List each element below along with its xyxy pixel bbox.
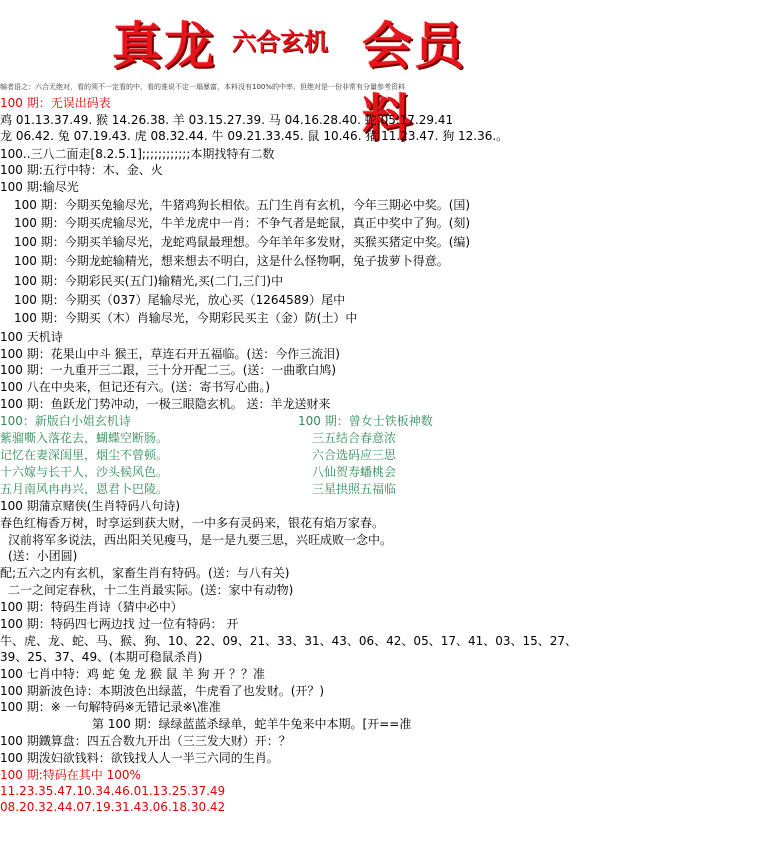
line-28: 100 七肖中特：鸡 蛇 兔 龙 猴 鼠 羊 狗 开 ？？准 [0, 667, 266, 681]
line-5: 100 期:输尽光 [0, 180, 79, 194]
line-8: 100 期：今期买羊输尽光，龙蛇鸡鼠最理想。今年羊年多发财，买猴买猪定中奖。(编) [14, 235, 471, 249]
line-0: 100 期：无误出码表 [0, 96, 111, 110]
line-36: 08.20.32.44.07.19.31.43.06.18.30.42 [0, 800, 226, 814]
line-29: 100 期新波色诗：本期波色出绿蓝，牛虎看了也发财。(开？) [0, 684, 325, 698]
line-1: 鸡 01.13.37.49. 猴 14.26.38. 羊 03.15.27.39. 马 04.16.28.40. 蛇 05.17.29.41 [0, 113, 454, 127]
line-12: 100 期：今期买（木）肖输尽光，今期彩民买主（金）防(土）中 [14, 311, 358, 325]
line-33: 100 期泼妇欲钱料：欲钱找人人一半三六同的生肖。 [0, 751, 279, 765]
line-35: 11.23.35.47.10.34.46.01.13.25.37.49 [0, 784, 226, 798]
banner-part1: 真龙 [112, 16, 216, 75]
line-25: 100 期：特码四七两边找 过一位有特码： 开 [0, 617, 239, 631]
poem-left-line: 十六嫁与长干人，沙头候风色。 [0, 465, 169, 479]
line-26: 牛、虎、龙、蛇、马、猴、狗、10、22、09、21、33、31、43、06、42、05、17、41、03、15、27、 [0, 634, 578, 648]
line-18: 100 期蒲京赌侠(生肖特码八句诗) [0, 499, 181, 513]
line-34: 100 期:特码在其中 100% [0, 768, 141, 782]
line-32: 100 期鐵算盘：四五合数九开出（三三发大财）开：？ [0, 734, 291, 748]
poem-left-line: 五月南风冉冉兴，恩君卜巴陵。 [0, 482, 169, 496]
line-13: 100 天机诗 [0, 330, 63, 344]
line-21: (送：小团圆) [8, 549, 78, 563]
poem-right-line: 三五结合春意浓 [312, 431, 397, 445]
line-9: 100 期：今期龙蛇输精光，想来想去不明白，这是什么怪物啊，兔子拔萝卜得意。 [14, 254, 449, 268]
poem-right-line: 六合选码应三思 [312, 448, 397, 462]
line-4: 100 期:五行中特：木、金、火 [0, 163, 163, 177]
line-22: 配;五六之内有玄机，家畜生肖有特码。(送：与八有关) [0, 566, 290, 580]
banner-part3: 会员料 [362, 16, 466, 147]
line-17: 100 期：鱼跃龙门势冲动，一极三眼隐玄机。 送：羊龙送财来 [0, 397, 331, 411]
poem-right-line: 三星拱照五福临 [312, 482, 397, 496]
line-19: 春色红梅香万树，时享运到获大财，一中多有灵码来，银花有焰万家春。 [0, 516, 385, 530]
poem-left-line: 紫骝嘶入落花去，蝴蝶空断肠。 [0, 431, 169, 445]
line-7: 100 期：今期买虎输尽光，牛羊龙虎中一肖：不争气者是蛇鼠，真正中奖中了狗。(刻) [14, 216, 471, 230]
line-30: 100 期：※ 一句解特码※无错记录※\准准 [0, 700, 221, 714]
line-14: 100 期：花果山中斗 猴王，草连石开五福临。(送：今作三流泪) [0, 347, 340, 361]
line-3: 100..三八二面走[8.2.5.1];;;;;;;;;;;;本期找特有二数 [0, 147, 275, 161]
line-24: 100 期：特码生肖诗（猜中必中） [0, 600, 183, 614]
line-11: 100 期：今期买（037）尾输尽光，放心买（1264589）尾中 [14, 293, 346, 307]
banner-part2: 六合玄机 [232, 28, 328, 56]
poem-right-line: 八仙贺寿蟠桃会 [312, 465, 397, 479]
poem-right-title: 100 期：曾女士铁板神数 [298, 414, 433, 428]
line-23: 二一之间定春秋，十二生肖最实际。(送：家中有动物) [8, 583, 294, 597]
line-15: 100 期：一九重开三二跟，三十分开配二三。(送：一曲歌白鸠) [0, 363, 337, 377]
poem-left-title: 100：新版白小姐玄机诗 [0, 414, 131, 428]
line-16: 100 八在中央来，但记还有六。(送：寄书写心曲。) [0, 380, 271, 394]
line-20: 汉前将军多说法，西出阳关见瘦马，是一是九要三思，兴旺成败一念中。 [8, 533, 393, 547]
line-6: 100 期：今期买兔输尽光，牛猪鸡狗长相依。五门生肖有玄机，今年三期必中奖。(国) [14, 198, 471, 212]
line-31: 第 100 期：绿绿蓝蓝杀绿单，蛇羊牛兔来中本期。[开==准 [92, 717, 412, 731]
line-10: 100 期：今期彩民买(五门)输精光,买(二门,三门)中 [14, 274, 284, 288]
disclaimer: 编者语之：六合无绝对，看的须不一定看的中，看的准说不定一塌暴富，本料没有100%的中率，但绝对是一份非常有分量参考资料 [0, 83, 406, 91]
line-2: 龙 06.42. 兔 07.19.43. 虎 08.32.44. 牛 09.21.33.45. 鼠 10.46. 猪 11.23.47. 狗 12.36.。 [0, 129, 509, 143]
poem-left-line: 记忆在妻深闺里，烟尘不曾顿。 [0, 448, 169, 462]
line-27: 39、25、37、49、(本期可稳鼠杀肖) [0, 650, 203, 664]
